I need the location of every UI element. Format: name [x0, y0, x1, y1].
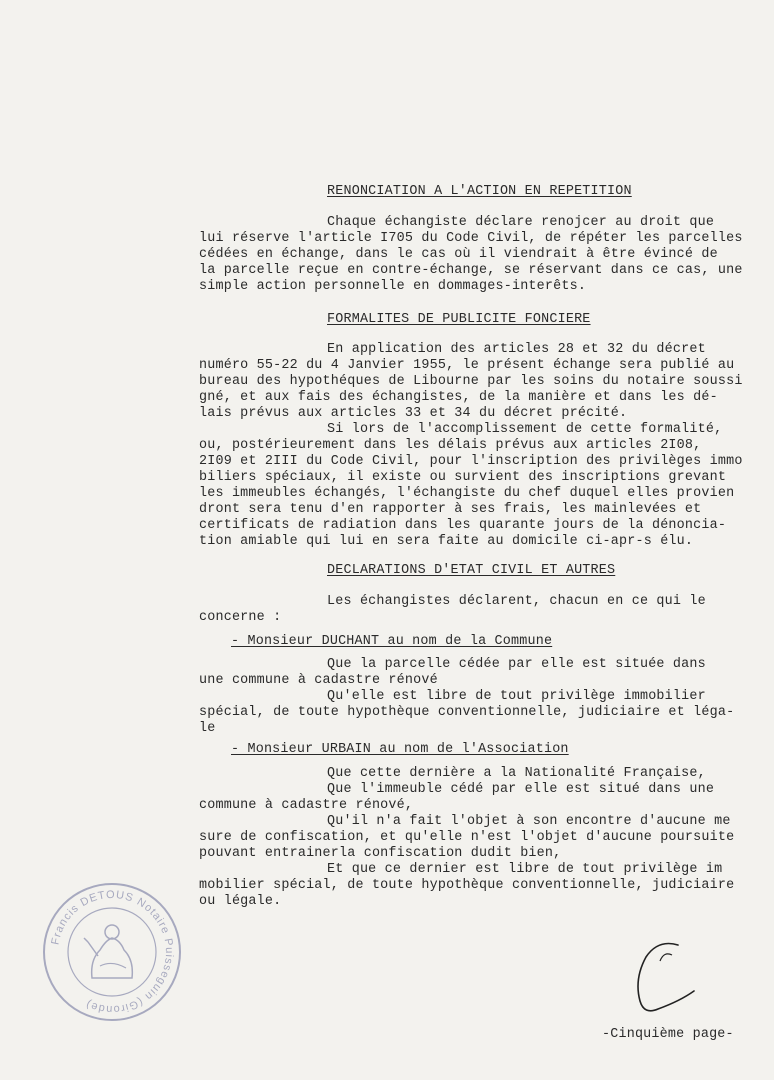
text-line: certificats de radiation dans les quarante jours de la dénoncia-: [199, 518, 727, 533]
text-line: numéro 55-22 du 4 Janvier 1955, le présent échange sera publié au: [199, 358, 735, 373]
heading-formalites: FORMALITES DE PUBLICITE FONCIERE: [327, 312, 591, 327]
heading-declarations: DECLARATIONS D'ETAT CIVIL ET AUTRES: [327, 563, 616, 578]
text-line: la parcelle reçue en contre-échange, se réservant dans ce cas, une: [199, 263, 743, 278]
text-line: commune à cadastre rénové,: [199, 798, 414, 813]
notary-stamp: [40, 880, 184, 1024]
text-line: Que l'immeuble cédé par elle est situé dans une: [327, 782, 715, 797]
heading-urbain: - Monsieur URBAIN au nom de l'Association: [231, 742, 569, 757]
page-label: -Cinquième page-: [602, 1027, 734, 1042]
text-line: gné, et aux fais des échangistes, de la manière et dans les dé-: [199, 390, 718, 405]
text-line: ou légale.: [199, 894, 282, 909]
text-line: lui réserve l'article I705 du Code Civil, de répéter les parcelles: [199, 231, 743, 246]
text-line: En application des articles 28 et 32 du décret: [327, 342, 706, 357]
signature: [600, 935, 710, 1025]
text-line: biliers spéciaux, il existe ou survient des inscriptions grevant: [199, 470, 727, 485]
text-line: une commune à cadastre rénové: [199, 673, 438, 688]
text-line: tion amiable qui lui en sera faite au domicile ci-apr-s élu.: [199, 534, 694, 549]
text-line: sure de confiscation, et qu'elle n'est l'objet d'aucune poursuite: [199, 830, 735, 845]
text-line: pouvant entrainerla confiscation dudit bien,: [199, 846, 562, 861]
text-line: simple action personnelle en dommages-interêts.: [199, 279, 587, 294]
text-line: 2I09 et 2III du Code Civil, pour l'inscription des privilèges immo: [199, 454, 743, 469]
heading-renonciation: RENONCIATION A L'ACTION EN REPETITION: [327, 184, 632, 199]
text-line: ou, postérieurement dans les délais prévus aux articles 2I08,: [199, 438, 702, 453]
heading-duchant: - Monsieur DUCHANT au nom de la Commune: [231, 634, 553, 649]
text-line: concerne :: [199, 610, 282, 625]
text-line: Les échangistes déclarent, chacun en ce qui le: [327, 594, 706, 609]
text-line: cédées en échange, dans le cas où il viendrait à être évincé de: [199, 247, 718, 262]
text-line: Si lors de l'accomplissement de cette formalité,: [327, 422, 723, 437]
text-line: dront sera tenu d'en rapporter à ses frais, les mainlevées et: [199, 502, 702, 517]
text-line: spécial, de toute hypothèque conventionnelle, judiciaire et léga-: [199, 705, 735, 720]
text-line: lais prévus aux articles 33 et 34 du décret précité.: [199, 406, 628, 421]
text-line: Que cette dernière a la Nationalité Française,: [327, 766, 706, 781]
text-line: mobilier spécial, de toute hypothèque conventionnelle, judiciaire: [199, 878, 735, 893]
text-line: Et que ce dernier est libre de tout privilège im: [327, 862, 723, 877]
text-line: le: [199, 721, 216, 736]
text-line: Qu'il n'a fait l'objet à son encontre d'aucune me: [327, 814, 731, 829]
text-line: bureau des hypothéques de Libourne par les soins du notaire soussi: [199, 374, 743, 389]
stamp-text: Francis DETOUS Notaire Puisseguin (Gironde): [49, 888, 176, 1016]
text-line: Qu'elle est libre de tout privilège immobilier: [327, 689, 706, 704]
text-line: les immeubles échangés, l'échangiste du chef duquel elles provien: [199, 486, 735, 501]
text-line: Chaque échangiste déclare renojcer au droit que: [327, 215, 715, 230]
text-line: Que la parcelle cédée par elle est située dans: [327, 657, 706, 672]
